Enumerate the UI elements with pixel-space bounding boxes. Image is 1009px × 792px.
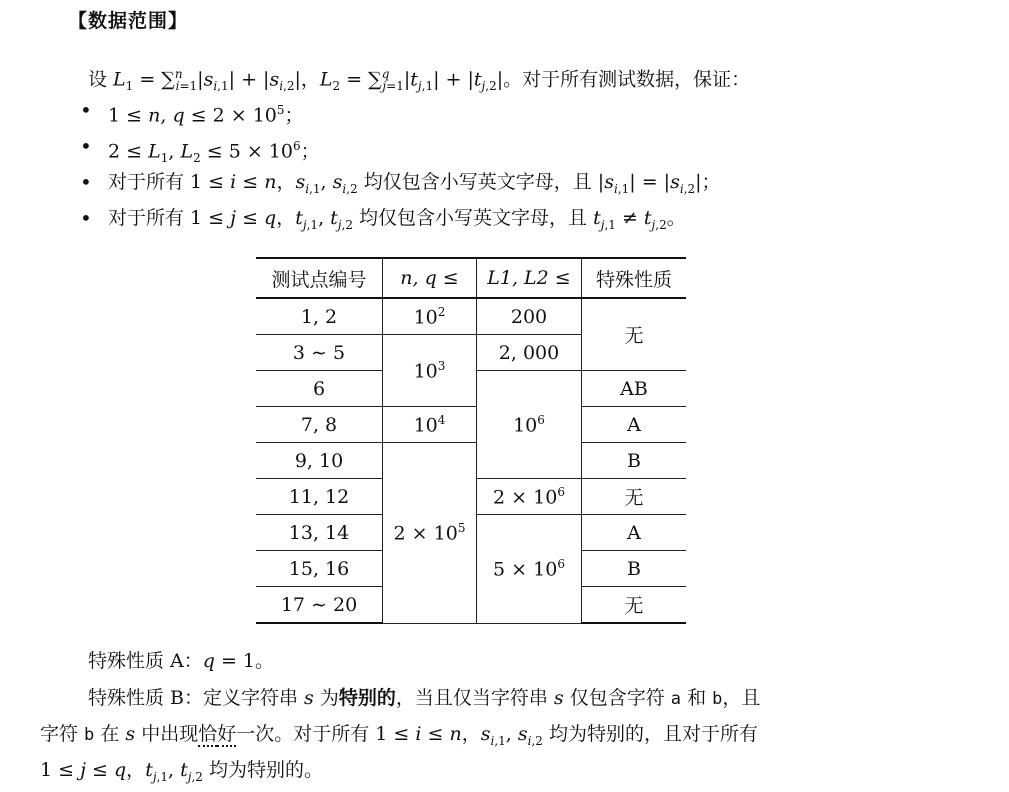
- table-cell: B: [582, 443, 687, 479]
- table-cell: 3 ∼ 5: [256, 335, 383, 371]
- constraints-list: [80, 98, 721, 242]
- intro-paragraph: 设 $L_1 = \sum^n_{i=1}|s_{i,1}| + |s_{i,2}|$，$L_2 = \sum^q_{j=1}|t_{j,1}| + |t_{j,2}|$。对于所有测试数据，保证：: [88, 67, 751, 94]
- table-cell: 7, 8: [256, 407, 383, 443]
- table-cell: A: [582, 515, 687, 551]
- table-cell: 1, 2: [256, 298, 383, 335]
- list-item: • 对于所有 1 ≤ i ≤ n，$s_{i,1}$, $s_{i,2}$ 均仅包含小写英文字母，且 $|s_{i,1}| = |s_{i,2}|$；: [80, 170, 721, 206]
- table-cell: 15, 16: [256, 551, 383, 587]
- list-item: • $2 \le L_1$, $L_2 \le 5 \times 10^6$；: [80, 134, 721, 170]
- table-cell: 6: [256, 371, 383, 407]
- property-a-note: 特殊性质 A：q = 1。: [88, 650, 275, 672]
- table-cell: 2, 000: [477, 335, 582, 371]
- property-b-note-cont: 字符 b 在 s 中出现恰好一次。对于所有 1 ≤ i ≤ n，$s_{i,1}$, $s_{i,2}$ 均为特别的，且对于所有: [40, 723, 758, 748]
- table-cell: B: [582, 551, 687, 587]
- data-table: [256, 257, 686, 624]
- table-cell: $2 \times 10^5$: [383, 443, 477, 624]
- table-cell: 无: [582, 298, 687, 371]
- table-cell: 无: [582, 479, 687, 515]
- table-cell: $2 \times 10^6$: [477, 479, 582, 515]
- table-cell: 200: [477, 298, 582, 335]
- table-cell: $10^6$: [477, 371, 582, 479]
- section-heading: 【数据范围】: [68, 10, 189, 32]
- header-cell: 特殊性质: [582, 258, 687, 298]
- property-b-note: 特殊性质 B：定义字符串 s 为特别的，当且仅当字符串 s 仅包含字符 a 和 b，且: [88, 687, 761, 709]
- table-cell: A: [582, 407, 687, 443]
- table-cell: 11, 12: [256, 479, 383, 515]
- table-cell: $10^3$: [383, 335, 477, 407]
- table-cell: $10^2$: [383, 298, 477, 335]
- header-cell: 测试点编号: [256, 258, 383, 298]
- table-cell: $10^4$: [383, 407, 477, 443]
- table-cell: 17 ∼ 20: [256, 587, 383, 624]
- table-cell: AB: [582, 371, 687, 407]
- table-cell: 13, 14: [256, 515, 383, 551]
- header-cell: L1, L2 ≤: [477, 258, 582, 298]
- table-cell: $5 \times 10^6$: [477, 515, 582, 624]
- list-item: • 对于所有 1 ≤ j ≤ q，$t_{j,1}$, $t_{j,2}$ 均仅包含小写英文字母，且 $t_{j,1} \ne t_{j,2}$。: [80, 206, 721, 242]
- table-cell: 9, 10: [256, 443, 383, 479]
- property-b-note-end: 1 ≤ j ≤ q，$t_{j,1}$, $t_{j,2}$ 均为特别的。: [40, 759, 323, 784]
- header-cell: n, q ≤: [383, 258, 477, 298]
- table-cell: 无: [582, 587, 687, 624]
- list-item: • 1 ≤ n, $q \le 2 \times 10^5$；: [80, 98, 721, 134]
